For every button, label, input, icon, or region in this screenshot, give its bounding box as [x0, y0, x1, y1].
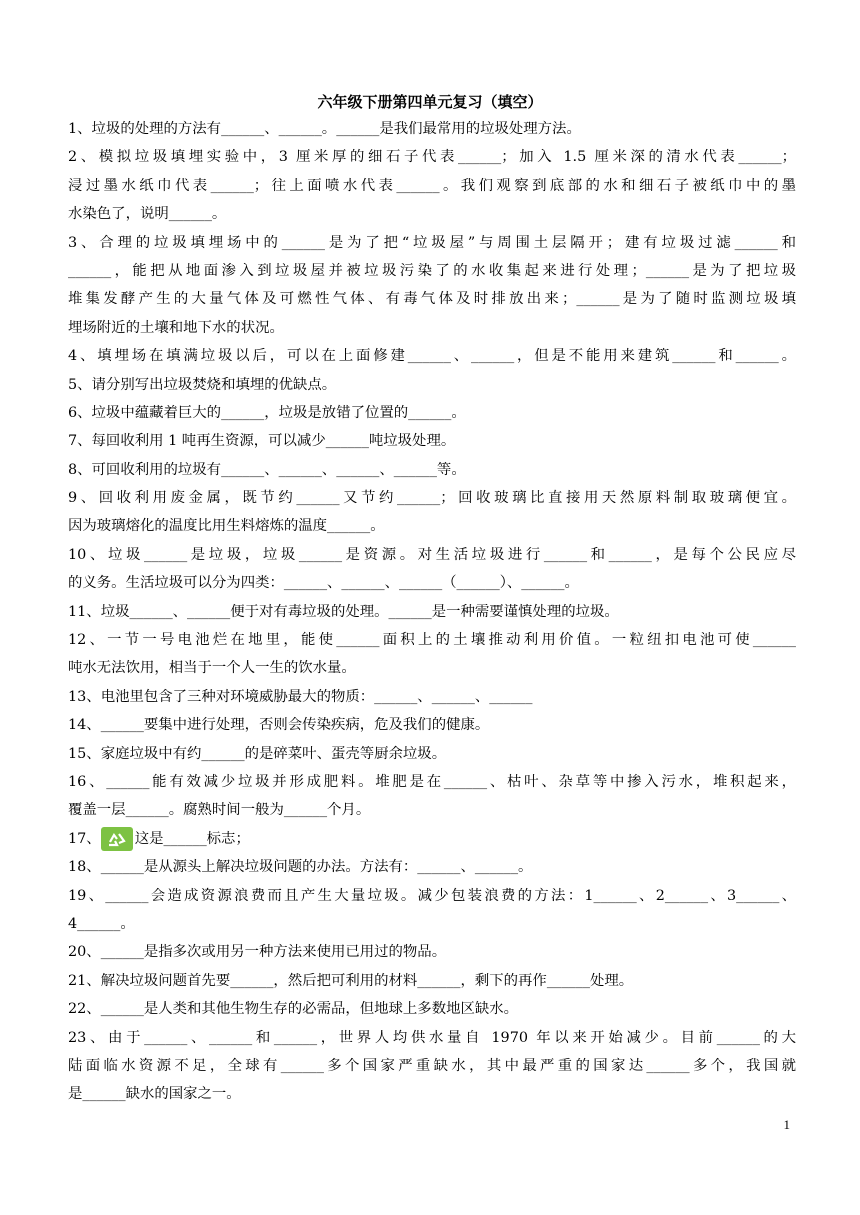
page-number: 1 — [783, 1117, 790, 1132]
question-16-line-1: 16、______能有效减少垃圾并形成肥料。堆肥是在______、枯叶、杂草等中掺入污水，堆积起来， — [68, 773, 796, 790]
question-7: 7、每回收利用 1 吨再生资源，可以减少______吨垃圾处理。 — [68, 433, 456, 450]
question-15: 15、家庭垃圾中有约______的是碎菜叶、蛋壳等厨余垃圾。 — [68, 745, 447, 762]
question-21: 21、解决垃圾问题首先要______，然后把可利用的材料______，剩下的再作______处理。 — [68, 972, 634, 989]
question-17-prefix: 17、 — [68, 830, 101, 847]
question-9-line-1: 9、回收利用废金属，既节约______又节约______；回收玻璃比直接用天然原料制取玻璃便宜。 — [68, 490, 796, 507]
question-13: 13、电池里包含了三种对环境威胁最大的物质：______、______、______ — [68, 688, 533, 705]
question-2-line-2: 浸过墨水纸巾代表______；往上面喷水代表______。我们观察到底部的水和细石子被纸巾中的墨 — [68, 177, 796, 194]
question-5: 5、请分别写出垃圾焚烧和填埋的优缺点。 — [68, 376, 337, 393]
question-12-line-2: 吨水无法饮用，相当于一个人一生的饮水量。 — [68, 660, 356, 677]
question-4: 4、填埋场在填满垃圾以后，可以在上面修建______、______，但是不能用来建筑______和______。 — [68, 348, 796, 365]
question-22: 22、______是人类和其他生物生存的必需品，但地球上多数地区缺水。 — [68, 1001, 519, 1018]
question-6: 6、垃圾中蕴藏着巨大的______，垃圾是放错了位置的______。 — [68, 404, 466, 421]
question-3-line-4: 埋场附近的土壤和地下水的状况。 — [68, 319, 284, 336]
question-23-line-2: 陆面临水资源不足，全球有______多个国家严重缺水，其中最严重的国家达______多个，我国就 — [68, 1057, 796, 1074]
question-17-suffix: 这是______标志； — [134, 830, 250, 847]
question-16-line-2: 覆盖一层______。腐熟时间一般为______个月。 — [68, 802, 371, 819]
question-3-line-1: 3、合理的垃圾填埋场中的______是为了把“垃圾屋”与周围土层隔开；建有垃圾过滤______和 — [68, 234, 796, 251]
question-11: 11、垃圾______、______便于对有毒垃圾的处理。______是一种需要谨慎处理的垃圾。 — [68, 603, 619, 620]
question-3-line-2: ______，能把从地面渗入到垃圾屋并被垃圾污染了的水收集起来进行处理；______是为了把垃圾 — [68, 262, 796, 279]
question-14: 14、______要集中进行处理，否则会传染疾病，危及我们的健康。 — [68, 717, 490, 734]
page-title: 六年级下册第四单元复习（填空） — [317, 93, 543, 111]
question-12-line-1: 12、一节一号电池烂在地里，能使______面积上的土壤推动利用价值。一粒纽扣电池可使______ — [68, 632, 796, 649]
question-9-line-2: 因为玻璃熔化的温度比用生料熔炼的温度______。 — [68, 518, 385, 535]
question-23-line-3: 是______缺水的国家之一。 — [68, 1086, 241, 1103]
question-2-line-3: 水染色了，说明______。 — [68, 206, 227, 223]
question-17 — [68, 825, 796, 853]
question-19-line-1: 19、______会造成资源浪费而且产生大量垃圾。减少包装浪费的方法：1______、2______、3______、 — [68, 887, 796, 904]
question-1: 1、垃圾的处理的方法有______、______。______是我们最常用的垃圾处理方法。 — [68, 121, 581, 137]
question-3-line-3: 堆集发酵产生的大量气体及可燃性气体、有毒气体及时排放出来；______是为了随时监测垃圾填 — [68, 291, 796, 308]
question-list — [68, 115, 796, 1109]
question-23-line-1: 23、由于______、______和______，世界人均供水量自 1970 年以来开始减少。目前______的大 — [68, 1029, 796, 1046]
recycle-symbol-icon — [101, 827, 133, 851]
question-19-line-2: 4______。 — [68, 915, 135, 932]
question-2-line-1: 2、模拟垃圾填埋实验中，3 厘米厚的细石子代表______；加入 1.5 厘米深的清水代表______； — [68, 149, 796, 166]
question-8: 8、可回收利用的垃圾有______、______、______、______等。 — [68, 461, 466, 478]
question-10-line-1: 10、垃圾______是垃圾，垃圾______是资源。对生活垃圾进行______和______，是每个公民应尽 — [68, 546, 796, 563]
question-10-line-2: 的义务。生活垃圾可以分为四类：______、______、______（______）、______。 — [68, 575, 579, 592]
question-18: 18、______是从源头上解决垃圾问题的办法。方法有：______、______。 — [68, 859, 533, 876]
question-20: 20、______是指多次或用另一种方法来使用已用过的物品。 — [68, 944, 447, 961]
